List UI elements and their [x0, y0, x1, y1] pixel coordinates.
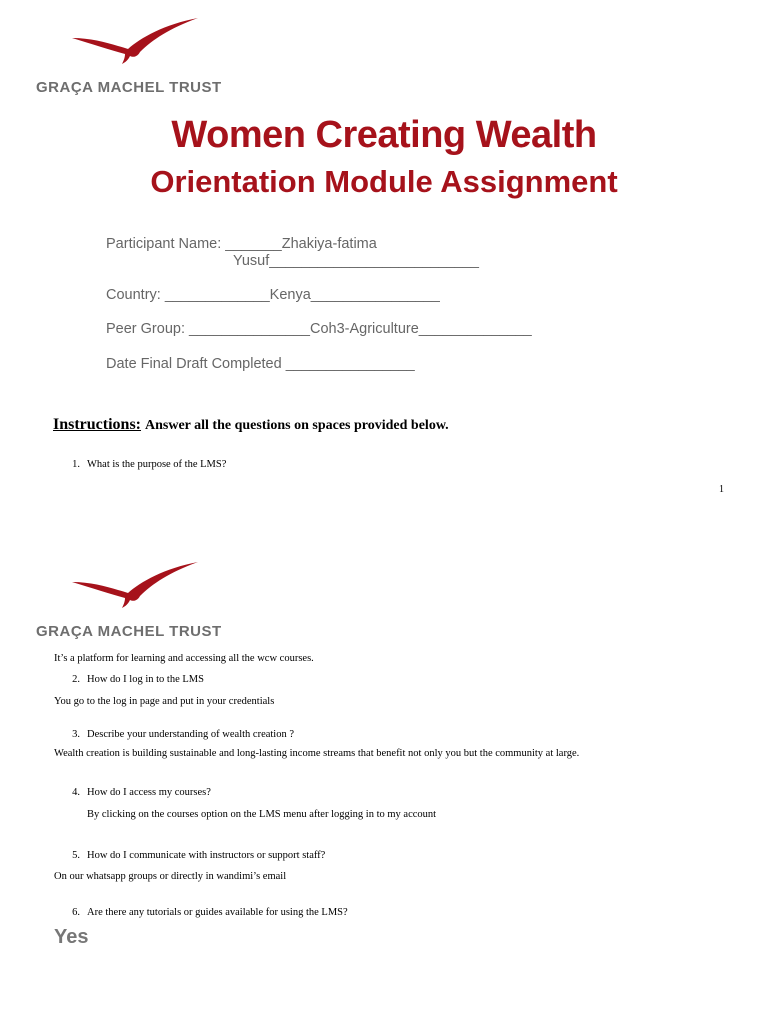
bird-logo-icon — [70, 560, 205, 616]
question-5: 5. How do I communicate with instructors or support staff? — [72, 850, 326, 861]
question-1: 1. What is the purpose of the LMS? — [72, 459, 227, 470]
date-field: Date Final Draft Completed ________________ — [106, 356, 415, 372]
question-4: 4. How do I access my courses? — [72, 787, 211, 798]
page-number: 1 — [719, 484, 724, 495]
question-6: 6. Are there any tutorials or guides available for using the LMS? — [72, 907, 348, 918]
answer-5: On our whatsapp groups or directly in wandimi’s email — [54, 871, 287, 882]
instructions — [53, 416, 449, 434]
answer-2: You go to the log in page and put in your credentials — [54, 696, 275, 707]
logo-wordmark: GRAÇA MACHEL TRUST — [36, 79, 222, 96]
question-3: 3. Describe your understanding of wealth creation ? — [72, 729, 295, 740]
document-subtitle: Orientation Module Assignment — [150, 164, 618, 199]
instructions-text: Answer all the questions on spaces provided below. — [145, 418, 449, 433]
answer-3: Wealth creation is building sustainable and long-lasting income streams that benefit not only you but the community at large. — [54, 748, 580, 759]
country-field: Country: _____________Kenya________________ — [106, 287, 440, 303]
participant-name-field: Participant Name: _______Zhakiya-fatima — [106, 236, 377, 252]
logo-wordmark: GRAÇA MACHEL TRUST — [36, 623, 222, 640]
question-2: 2. How do I log in to the LMS — [72, 674, 204, 685]
answer-6: Yes — [54, 926, 89, 948]
answer-4: By clicking on the courses option on the LMS menu after logging in to my account — [87, 809, 437, 820]
instructions-label: Instructions: — [53, 416, 142, 433]
peer-group-field: Peer Group: _______________Coh3-Agriculture______________ — [106, 321, 532, 337]
answer-1: It’s a platform for learning and accessing all the wcw courses. — [54, 653, 314, 664]
participant-name-field-cont: Yusuf__________________________ — [233, 253, 479, 269]
document-title: Women Creating Wealth — [171, 114, 597, 156]
bird-logo-icon — [70, 16, 205, 72]
